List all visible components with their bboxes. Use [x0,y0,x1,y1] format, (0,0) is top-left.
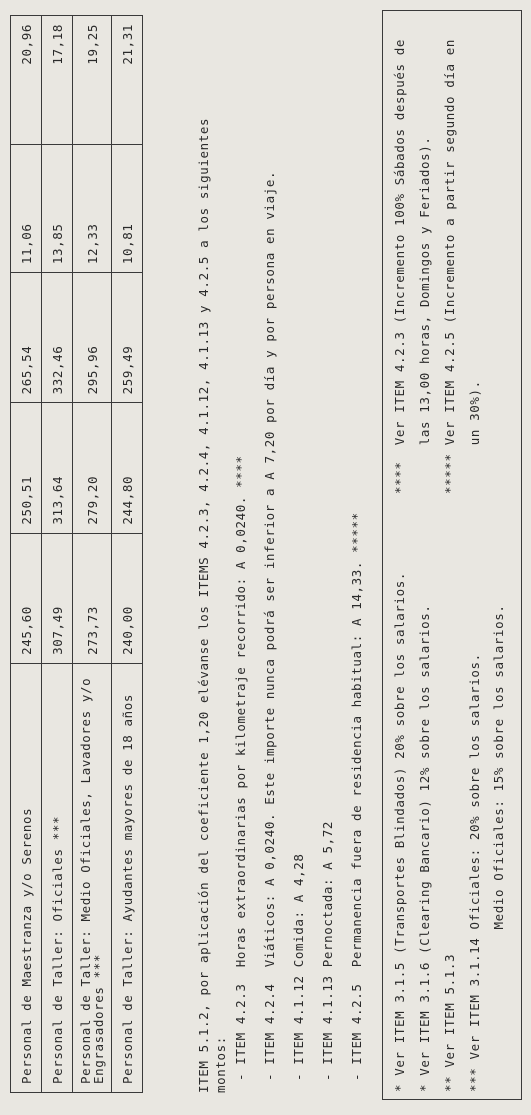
item-line: - ITEM 4.1.13 Pernoctada: A 5,72 [320,820,335,1081]
item-intro-line: montos: [213,1036,228,1093]
footnote-line: Medio Oficiales: 15% sobre los salarios. [491,604,506,1092]
value-cell: 245,60 [11,533,42,663]
footnote-line: **** Ver ITEM 4.2.3 (Incremento 100% Sábados después de [392,38,407,494]
category-cell: Personal de Taller: Ayudantes mayores de 18 años [112,663,143,1092]
footnote-line: * Ver ITEM 3.1.6 (Clearing Bancario) 12% sobre los salarios. [417,604,432,1092]
value-cell: 244,80 [112,403,143,533]
category-cell: Personal de Taller: Medio Oficiales, Lavadores y/o Engrasadores *** [73,663,112,1092]
item-intro-line: ITEM 5.1.2, por aplicación del coeficiente 1,20 elévanse los ITEMS 4.2.3, 4.2.4, 4.1.12, 4.1.13 y 4.2.5 a los siguientes [196,117,211,1093]
value-cell: 20,96 [11,16,42,145]
footnote-line: las 13,00 horas, Domingos y Feriados). [417,136,432,494]
table-row [73,16,112,1093]
footnote-line: un 30%). [467,380,482,494]
category-cell: Personal de Taller: Oficiales *** [42,663,73,1092]
value-cell: 11,06 [11,144,42,273]
category-cell: Personal de Maestranza y/o Serenos [11,663,42,1092]
item-line: - ITEM 4.2.5 Permanencia fuera de residencia habitual: A 14,33. ***** [349,512,364,1081]
value-cell: 21,31 [112,16,143,145]
value-cell: 13,85 [42,144,73,273]
item-line: - ITEM 4.2.3 Horas extraordinarias por kilometraje recorrido: A 0,0240. **** [233,455,248,1081]
footnotes-box [382,10,522,1100]
value-cell: 265,54 [11,273,42,403]
value-cell: 19,25 [73,16,112,145]
value-cell: 259,49 [112,273,143,403]
value-cell: 332,46 [42,273,73,403]
footnote-line: ***** Ver ITEM 4.2.5 (Incremento a partir segundo día en [442,38,457,494]
value-cell: 10,81 [112,144,143,273]
footnote-line: * Ver ITEM 3.1.5 (Transportes Blindados) 20% sobre los salarios. [392,571,407,1092]
value-cell: 17,18 [42,16,73,145]
table-row [11,16,42,1093]
item-line: - ITEM 4.2.4 Viáticos: A 0,0240. Este importe nunca podrá ser inferior a A 7,20 por día y por persona en viaje. [262,170,277,1081]
item-line: - ITEM 4.1.12 Comida: A 4,28 [291,853,306,1081]
table-row [112,16,143,1093]
value-cell: 12,33 [73,144,112,273]
value-cell: 273,73 [73,533,112,663]
salary-table [10,15,143,1093]
value-cell: 295,96 [73,273,112,403]
value-cell: 279,20 [73,403,112,533]
value-cell: 240,00 [112,533,143,663]
value-cell: 307,49 [42,533,73,663]
table-row [42,16,73,1093]
value-cell: 313,64 [42,403,73,533]
footnote-line: *** Ver ITEM 3.1.14 Oficiales: 20% sobre los salarios. [467,653,482,1092]
footnote-line: ** Ver ITEM 5.1.3 [442,953,457,1092]
value-cell: 250,51 [11,403,42,533]
